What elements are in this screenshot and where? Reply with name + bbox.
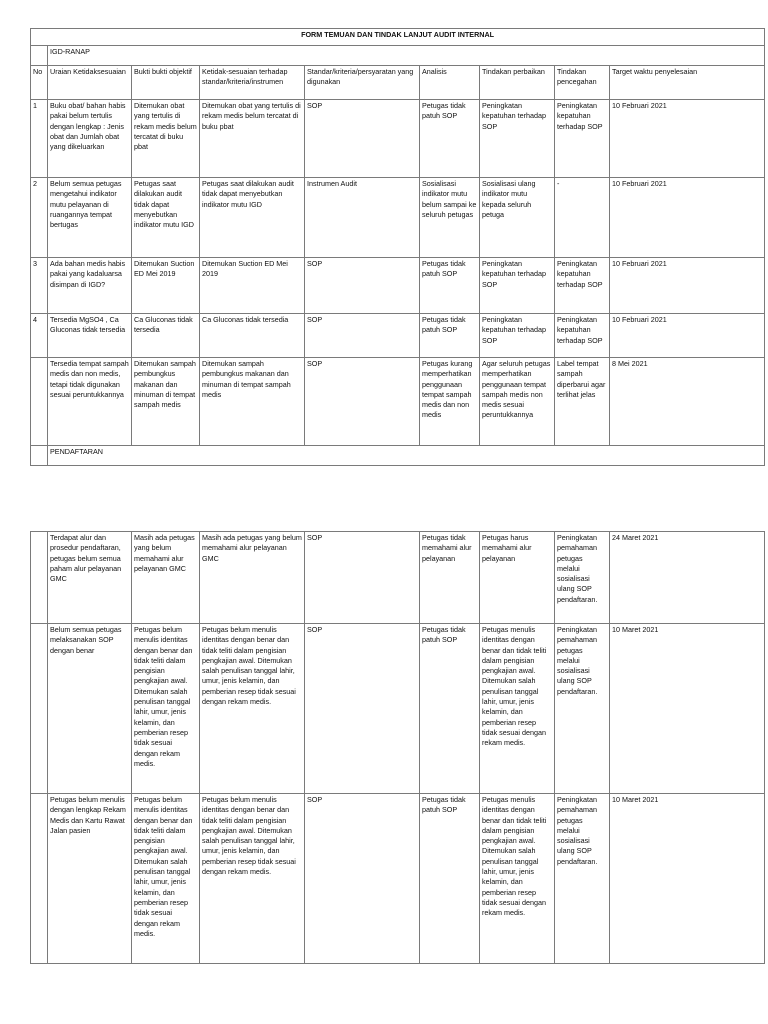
cell-pencegahan: Peningkatan pemahaman petugas melalui sosialisasi ulang SOP pendaftaran. <box>555 624 610 794</box>
table-row <box>31 532 765 624</box>
header-standar: Standar/kriteria/persyaratan yang digunakan <box>305 66 420 100</box>
cell-standar: Instrumen Audit <box>305 178 420 258</box>
cell-target: 8 Mei 2021 <box>610 358 765 446</box>
cell-no <box>31 532 48 624</box>
cell-standar: SOP <box>305 258 420 314</box>
section-pendaftaran: PENDAFTARAN <box>48 446 765 466</box>
cell-standar: SOP <box>305 314 420 358</box>
table-row <box>31 624 765 794</box>
cell-ketidak: Ca Gluconas tidak tersedia <box>200 314 305 358</box>
cell-standar: SOP <box>305 100 420 178</box>
cell-uraian: Belum semua petugas mengetahui indikator mutu pelayanan di ruangannya tempat bertugas <box>48 178 132 258</box>
cell-bukti: Ditemukan obat yang tertulis di rekam medis belum tercatat di buku pbat <box>132 100 200 178</box>
table-row <box>31 314 765 358</box>
cell-bukti: Petugas belum menulis identitas dengan benar dan tidak teliti dalam pengisian pengkajian awal. Ditemukan salah penulisan tanggal lahir, umur, jenis kelamin, dan pemberian resep tidak sesuai dengan rekam medis. <box>132 794 200 964</box>
cell-target: 10 Maret 2021 <box>610 624 765 794</box>
cell-no <box>31 794 48 964</box>
cell-target: 10 Februari 2021 <box>610 258 765 314</box>
cell-no: 3 <box>31 258 48 314</box>
cell-pencegahan: Label tempat sampah diperbarui agar terlihat jelas <box>555 358 610 446</box>
cell-no: 2 <box>31 178 48 258</box>
cell-pencegahan: - <box>555 178 610 258</box>
cell-standar: SOP <box>305 532 420 624</box>
cell-analisis: Petugas tidak patuh SOP <box>420 258 480 314</box>
cell-pencegahan: Peningkatan kepatuhan terhadap SOP <box>555 258 610 314</box>
section-spacer <box>31 46 48 66</box>
cell-no <box>31 358 48 446</box>
cell-perbaikan: Petugas menulis identitas dengan benar dan tidak teliti dalam pengisian pengkajian awal. Ditemukan salah penulisan tanggal lahir, umur, jenis kelamin, dan pemberian resep tidak sesuai dengan rekam medis. <box>480 794 555 964</box>
cell-perbaikan: Peningkatan kepatuhan terhadap SOP <box>480 258 555 314</box>
header-tindakan-pencegahan: Tindakan pencegahan <box>555 66 610 100</box>
header-tindakan-perbaikan: Tindakan perbaikan <box>480 66 555 100</box>
cell-target: 24 Maret 2021 <box>610 532 765 624</box>
cell-ketidak: Petugas belum menulis identitas dengan benar dan tidak teliti dalam pengisian pengkajian awal. Ditemukan salah penulisan tanggal lahir, umur, jenis kelamin, dan pemberian resep tidak sesuai dengan rekam medis. <box>200 624 305 794</box>
cell-perbaikan: Sosialisasi ulang indikator mutu kepada seluruh petuga <box>480 178 555 258</box>
cell-pencegahan: Peningkatan kepatuhan terhadap SOP <box>555 314 610 358</box>
header-no: No <box>31 66 48 100</box>
cell-ketidak: Ditemukan Suction ED Mei 2019 <box>200 258 305 314</box>
cell-ketidak: Petugas saat dilakukan audit tidak dapat menyebutkan indikator mutu IGD <box>200 178 305 258</box>
cell-ketidak: Masih ada petugas yang belum memahami alur pelayanan GMC <box>200 532 305 624</box>
cell-ketidak: Petugas belum menulis identitas dengan benar dan tidak teliti dalam pengisian pengkajian awal. Ditemukan salah penulisan tanggal lahir, umur, jenis kelamin, dan pemberian resep tidak sesuai dengan rekam medis. <box>200 794 305 964</box>
cell-no: 4 <box>31 314 48 358</box>
cell-bukti: Ditemukan sampah pembungkus makanan dan minuman di tempat sampah medis <box>132 358 200 446</box>
cell-no <box>31 624 48 794</box>
cell-pencegahan: Peningkatan pemahaman petugas melalui sosialisasi ulang SOP pendaftaran. <box>555 532 610 624</box>
cell-analisis: Petugas tidak patuh SOP <box>420 314 480 358</box>
audit-table-top <box>30 28 765 466</box>
table-body-top <box>31 100 765 446</box>
cell-uraian: Belum semua petugas melaksanakan SOP dengan benar <box>48 624 132 794</box>
cell-perbaikan: Petugas menulis identitas dengan benar dan tidak teliti dalam pengisian pengkajian awal. Ditemukan salah penulisan tanggal lahir, umur, jenis kelamin, dan pemberian resep tidak sesuai dengan rekam medis. <box>480 624 555 794</box>
table-row <box>31 358 765 446</box>
cell-target: 10 Februari 2021 <box>610 314 765 358</box>
cell-target: 10 Februari 2021 <box>610 178 765 258</box>
cell-target: 10 Februari 2021 <box>610 100 765 178</box>
cell-bukti: Petugas saat dilakukan audit tidak dapat menyebutkan indikator mutu IGD <box>132 178 200 258</box>
audit-table-bottom <box>30 531 765 964</box>
cell-uraian: Ada bahan medis habis pakai yang kadaluarsa disimpan di IGD? <box>48 258 132 314</box>
cell-standar: SOP <box>305 794 420 964</box>
cell-bukti: Petugas belum menulis identitas dengan benar dan tidak teliti dalam pengisian pengkajian awal. Ditemukan salah penulisan tanggal lahir, umur, jenis kelamin, dan pemberian resep tidak sesuai dengan rekam medis. <box>132 624 200 794</box>
header-target: Target waktu penyelesaian <box>610 66 765 100</box>
cell-bukti: Ditemukan Suction ED Mei 2019 <box>132 258 200 314</box>
cell-standar: SOP <box>305 358 420 446</box>
header-row <box>31 66 765 100</box>
section-igd-ranap: IGD-RANAP <box>48 46 765 66</box>
cell-uraian: Petugas belum menulis dengan lengkap Rekam Medis dan Kartu Rawat Jalan pasien <box>48 794 132 964</box>
cell-uraian: Tersedia tempat sampah medis dan non medis, tetapi tidak digunakan sesuai peruntukkannya <box>48 358 132 446</box>
header-bukti: Bukti bukti objektif <box>132 66 200 100</box>
header-uraian: Uraian Ketidaksesuaian <box>48 66 132 100</box>
cell-perbaikan: Agar seluruh petugas memperhatikan penggunaan tempat sampah medis non medis sesuai peruntukkannya <box>480 358 555 446</box>
table-row <box>31 258 765 314</box>
cell-analisis: Petugas tidak patuh SOP <box>420 794 480 964</box>
cell-bukti: Masih ada petugas yang belum memahami alur pelayanan GMC <box>132 532 200 624</box>
form-title: FORM TEMUAN DAN TINDAK LANJUT AUDIT INTERNAL <box>31 29 765 46</box>
cell-uraian: Tersedia MgSO4 , Ca Gluconas tidak tersedia <box>48 314 132 358</box>
table-row <box>31 100 765 178</box>
cell-pencegahan: Peningkatan pemahaman petugas melalui sosialisasi ulang SOP pendaftaran. <box>555 794 610 964</box>
cell-analisis: Petugas tidak patuh SOP <box>420 100 480 178</box>
cell-perbaikan: Peningkatan kepatuhan terhadap SOP <box>480 100 555 178</box>
cell-bukti: Ca Gluconas tidak tersedia <box>132 314 200 358</box>
cell-analisis: Petugas kurang memperhatikan penggunaan tempat sampah medis dan non medis <box>420 358 480 446</box>
header-analisis: Analisis <box>420 66 480 100</box>
table-row <box>31 794 765 964</box>
cell-standar: SOP <box>305 624 420 794</box>
cell-ketidak: Ditemukan obat yang tertulis di rekam medis belum tercatat di buku pbat <box>200 100 305 178</box>
cell-uraian: Terdapat alur dan prosedur pendaftaran, petugas belum semua paham alur pelayanan GMC <box>48 532 132 624</box>
cell-ketidak: Ditemukan sampah pembungkus makanan dan minuman di tempat sampah medis <box>200 358 305 446</box>
cell-analisis: Petugas tidak patuh SOP <box>420 624 480 794</box>
cell-no: 1 <box>31 100 48 178</box>
table-body-bottom <box>31 532 765 964</box>
table-row <box>31 178 765 258</box>
cell-analisis: Petugas tidak memahami alur pelayanan <box>420 532 480 624</box>
cell-perbaikan: Petugas harus memahami alur pelayanan <box>480 532 555 624</box>
cell-uraian: Buku obat/ bahan habis pakai belum tertulis dengan lengkap : Jenis obat dan Jumlah obat yang dikeluarkan <box>48 100 132 178</box>
cell-target: 10 Maret 2021 <box>610 794 765 964</box>
cell-perbaikan: Peningkatan kepatuhan terhadap SOP <box>480 314 555 358</box>
header-ketidaksesuaian: Ketidak-sesuaian terhadap standar/kriteria/instrumen <box>200 66 305 100</box>
cell-pencegahan: Peningkatan kepatuhan terhadap SOP <box>555 100 610 178</box>
cell-analisis: Sosialisasi indikator mutu belum sampai ke seluruh petugas <box>420 178 480 258</box>
section-spacer <box>31 446 48 466</box>
